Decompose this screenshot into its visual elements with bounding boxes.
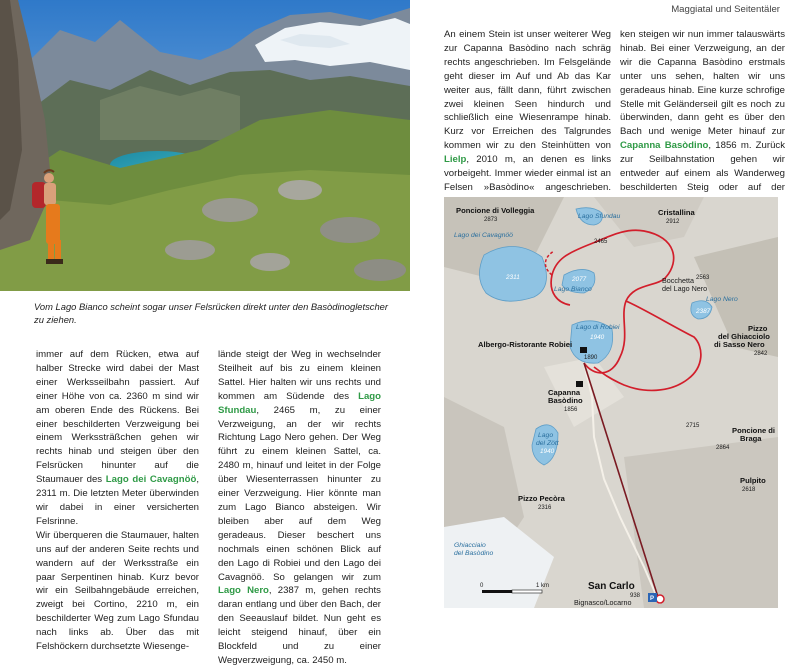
text-column-3 xyxy=(444,28,611,209)
route-map xyxy=(444,197,778,608)
parking-label: P xyxy=(650,596,655,602)
elevation-label: 1856 xyxy=(564,407,578,413)
peak-label: di Sasso Nero xyxy=(714,340,765,349)
elevation-label: 2618 xyxy=(742,487,756,493)
running-head: Maggiatal und Seitentäler xyxy=(671,4,780,15)
capanna-marker xyxy=(576,381,583,387)
peak-label: Braga xyxy=(740,434,762,443)
hut-label: Capanna xyxy=(548,388,581,397)
place-highlight: Lielp xyxy=(444,154,467,166)
place-highlight: Lago Nero xyxy=(218,585,269,597)
landscape-photo xyxy=(0,0,410,291)
paragraph: immer auf dem Rücken, etwa auf halber Strecke wird dabei der Mast einer Werksseilbahn passiert. Auf einer Höhe von ca. 2360 m sind wir am oberen Ende des Rückens. Bei einer beschilderten Verzweigung bei einem Werkssträßchen gehen wir rechts hinab und steigen über den Felsrücken hinunter auf die Staumauer des Lago dei Cavagnöö, 2311 m. Die letzten Meter überwinden wir dabei in einer versicherten Felsrinne. xyxy=(36,349,199,527)
peak-label: Pizzo Pecòra xyxy=(518,494,565,503)
elevation-label: 1940 xyxy=(590,334,605,341)
elevation-label: 2864 xyxy=(716,445,730,451)
lake-label: del Zött xyxy=(536,440,559,447)
hut-label: Basòdino xyxy=(548,396,583,405)
scale-label: 0 xyxy=(480,583,484,589)
paragraph: Wir überqueren die Staumauer, halten uns auf der anderen Seite rechts und wandern auf der Werksstraße ein paar Serpentinen hinab. Kurz bevor wir ein Seilbahngebäude erreichen, zweigt bei Cortino, 2210 m, ein beschilderter Weg zum Lago Sfundau nach links ab. Über das mit Felshöckern durchsetzte Wiesenge- xyxy=(36,529,199,653)
elevation-label: 2077 xyxy=(572,276,587,283)
direction-label: Bignasco/Locarno xyxy=(574,598,632,607)
place-highlight: Lago Sfundau xyxy=(218,390,381,416)
lake-label: Lago Sfundau xyxy=(578,213,621,220)
place-highlight: Capanna Basòdino xyxy=(620,140,709,152)
pass-label: Bocchetta xyxy=(662,276,694,285)
text-column-4 xyxy=(620,28,785,209)
lake-label: Lago dei Cavagnöö xyxy=(454,232,513,239)
place-highlight: Lago dei Cavagnöö xyxy=(105,474,197,486)
pass-label: del Lago Nero xyxy=(662,284,708,293)
text-column-1 xyxy=(36,348,199,654)
peak-label: del Ghiacciolo xyxy=(718,332,770,341)
paragraph: ken steigen wir nun immer talauswärts hinab. Bei einer Verzweigung, an der wir die Capanna Basòdino erstmals unter uns sehen, halten wir uns geradeaus hinab. Eine kurze schrofige Stelle mit Geländerseil gilt es noch zu überwinden, dann geht es über den Bach und wenige Meter hinauf zur Capanna Basòdino, 1856 m. Zurück zur Seilbahnstation gehen wir entweder auf einem als Wanderweg beschilderten Steig oder auf der xyxy=(620,29,785,193)
lake-label: Lago xyxy=(538,432,554,439)
elevation-label: 2873 xyxy=(484,217,498,223)
albergo-marker xyxy=(580,347,587,353)
hut-label: Albergo-Ristorante Robiei xyxy=(478,340,573,349)
lake-label: Lago di Robiei xyxy=(576,324,620,331)
peak-label: Poncione di xyxy=(732,426,776,435)
scale-label: 1 km xyxy=(536,583,550,589)
peak-label: Cristallina xyxy=(658,208,695,217)
elevation-label: 2316 xyxy=(538,505,552,511)
text-column-2 xyxy=(218,348,381,668)
peak-label: Pizzo xyxy=(748,324,768,333)
lake-label: Lago Nero xyxy=(706,296,738,303)
paragraph: An einem Stein ist unser weiterer Weg zur Capanna Basòdino nach schräg rechts angeschrieben. Im Felsgelände geht dieser im Auf und Ab das Kar weiter aus, fällt dann, führt zwischen zwei kleinen Seen hindurch und schließlich eine Wiesenrampe hinab. Kurz vor Erreichen des Talgrundes kommen wir zu den Steinhütten von Lielp, 2010 m, an denen es links vorbeigeht. Immer wieder einmal ist an Felsen »Basòdino« angeschrieben. xyxy=(444,29,611,193)
town-label: San Carlo xyxy=(588,581,635,592)
elevation-label: 2465 xyxy=(594,239,608,245)
lake-label: Lago Bianco xyxy=(554,286,592,293)
elevation-label: 2842 xyxy=(754,351,768,357)
elevation-label: 2715 xyxy=(686,423,700,429)
glacier-label: Ghiacciaio xyxy=(454,542,486,549)
elevation-label: 2563 xyxy=(696,275,710,281)
paragraph: lände steigt der Weg in wechselnder Steilheit auf bis zu einem kleinen Sattel. Hier halten wir uns rechts und kommen am Südende des Lago Sfundau, 2465 m, zu einer Verzweigung, an der wir rechts Richtung Lago Nero gehen. Der Weg führt zu einem kleinen Sattel, ca. 2480 m, hinauf und leitet in der Folge über Wiesenterrassen hinunter zu einer Verzweigung. Hier könnte man zum Lago Bianco absteigen. Wir bleiben aber auf dem Weg geradeaus. Dieser beschert uns nochmals einen schönen Blick auf den Lago di Robiei und den Lago dei Cavagnöö. So gelangen wir zum Lago Nero, 2387 m, gehen rechts daran entlang und über den Bach, der den Seeauslauf bildet. Nun geht es leicht steigend hinauf, über ein Blockfeld und zu einer Wegverzweigung, ca. 2450 m. xyxy=(218,349,381,666)
photo-caption: Vom Lago Bianco scheint sogar unser Felsrücken direkt unter den Basòdinogletscher zu ziehen. xyxy=(34,301,389,325)
peak-label: Pulpito xyxy=(740,476,766,485)
elevation-label: 938 xyxy=(630,593,641,599)
start-marker xyxy=(656,595,664,603)
elevation-label: 1890 xyxy=(584,355,598,361)
elevation-label: 2912 xyxy=(666,219,680,225)
glacier-label: del Basòdino xyxy=(454,550,494,557)
peak-label: Poncione di Volleggia xyxy=(456,206,535,215)
elevation-label: 2387 xyxy=(696,308,711,315)
elevation-label: 2311 xyxy=(506,274,520,281)
elevation-label: 1940 xyxy=(540,448,555,455)
